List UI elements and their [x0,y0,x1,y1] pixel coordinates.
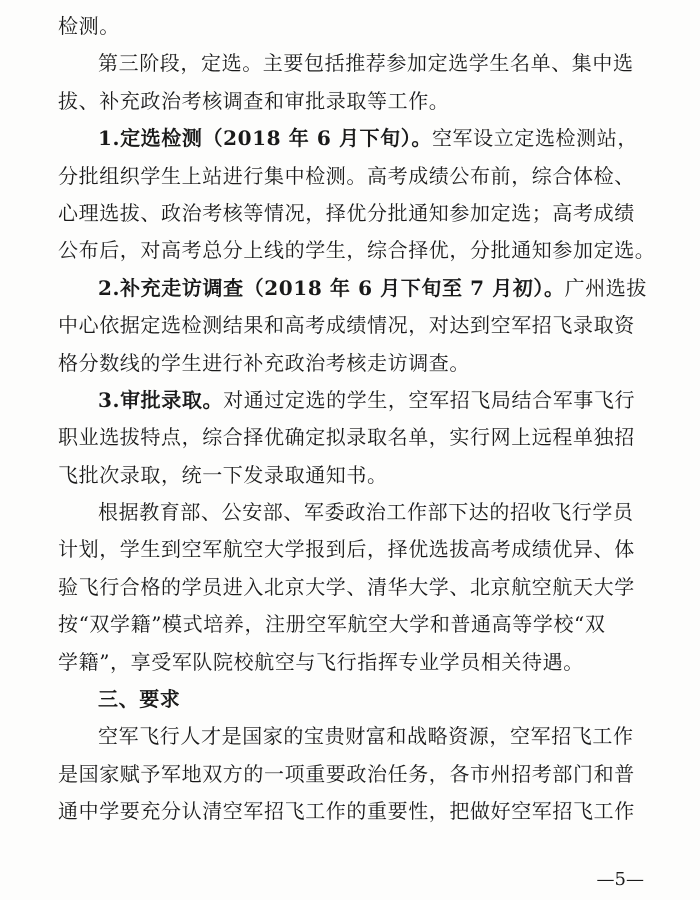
text-line-17: 按“双学籍”模式培养，注册空军航空大学和普通高等学校“双 [58,612,606,637]
text-line-2: 第三阶段，定选。主要包括推荐参加定选学生名单、集中选 [98,51,634,76]
text-line-16: 验飞行合格的学员进入北京大学、清华大学、北京航空航天大学 [58,574,635,599]
subheading-buchong-zoufang: 2.补充走访调查（2018 年 6 月下旬至 7 月初）。 [98,275,565,300]
text-line-5: 分批组织学生上站进行集中检测。高考成绩公布前，综合体检、 [58,163,635,188]
text-line-15: 计划，学生到空军航空大学报到后，择优选拔高考成绩优异、体 [58,537,635,562]
page-number: —5— [596,869,644,890]
text-line-11-body: 对通过定选的学生，空军招飞局结合军事飞行 [223,387,636,412]
text-line-22: 通中学要充分认清空军招飞工作的重要性，把做好空军招飞工作 [58,799,635,824]
text-line-14: 根据教育部、公安部、军委政治工作部下达的招收飞行学员 [98,500,634,525]
text-line-1: 检测。 [58,14,120,38]
text-line-9: 中心依据定选检测结果和高考成绩情况，对达到空军招飞录取资 [58,313,635,338]
text-line-8 [58,270,648,307]
text-line-8-body: 广州选拔 [564,275,647,300]
text-line-21: 是国家赋予军地双方的一项重要政治任务，各市州招考部门和普 [58,761,635,786]
text-line-20: 空军飞行人才是国家的宝贵财富和战略资源，空军招飞工作 [98,724,634,749]
subheading-dingxuan-jiance: 1.定选检测（2018 年 6 月下旬）。 [98,126,432,151]
text-line-11 [58,382,648,419]
text-line-18: 学籍”，享受军队院校航空与飞行指挥专业学员相关待遇。 [58,649,584,674]
text-line-6: 心理选拔、政治考核等情况，择优分批通知参加定选；高考成绩 [58,200,635,225]
text-line-4-body: 空军设立定选检测站， [431,126,638,151]
document-body [58,8,656,831]
text-line-3: 拔、补充政治考核调查和审批录取等工作。 [58,88,450,113]
section-heading-yaoqiu: 三、要求 [98,687,181,712]
text-line-7: 公布后，对高考总分上线的学生，综合择优，分批通知参加定选。 [58,238,656,263]
text-line-13: 飞批次录取，统一下发录取通知书。 [58,462,388,487]
text-line-12: 职业选拔特点，综合择优确定拟录取名单，实行网上远程单独招 [58,425,635,450]
text-line-4 [58,120,648,157]
text-line-10: 格分数线的学生进行补充政治考核走访调查。 [58,350,470,375]
subheading-shenpi-luqu: 3.审批录取。 [98,387,224,412]
